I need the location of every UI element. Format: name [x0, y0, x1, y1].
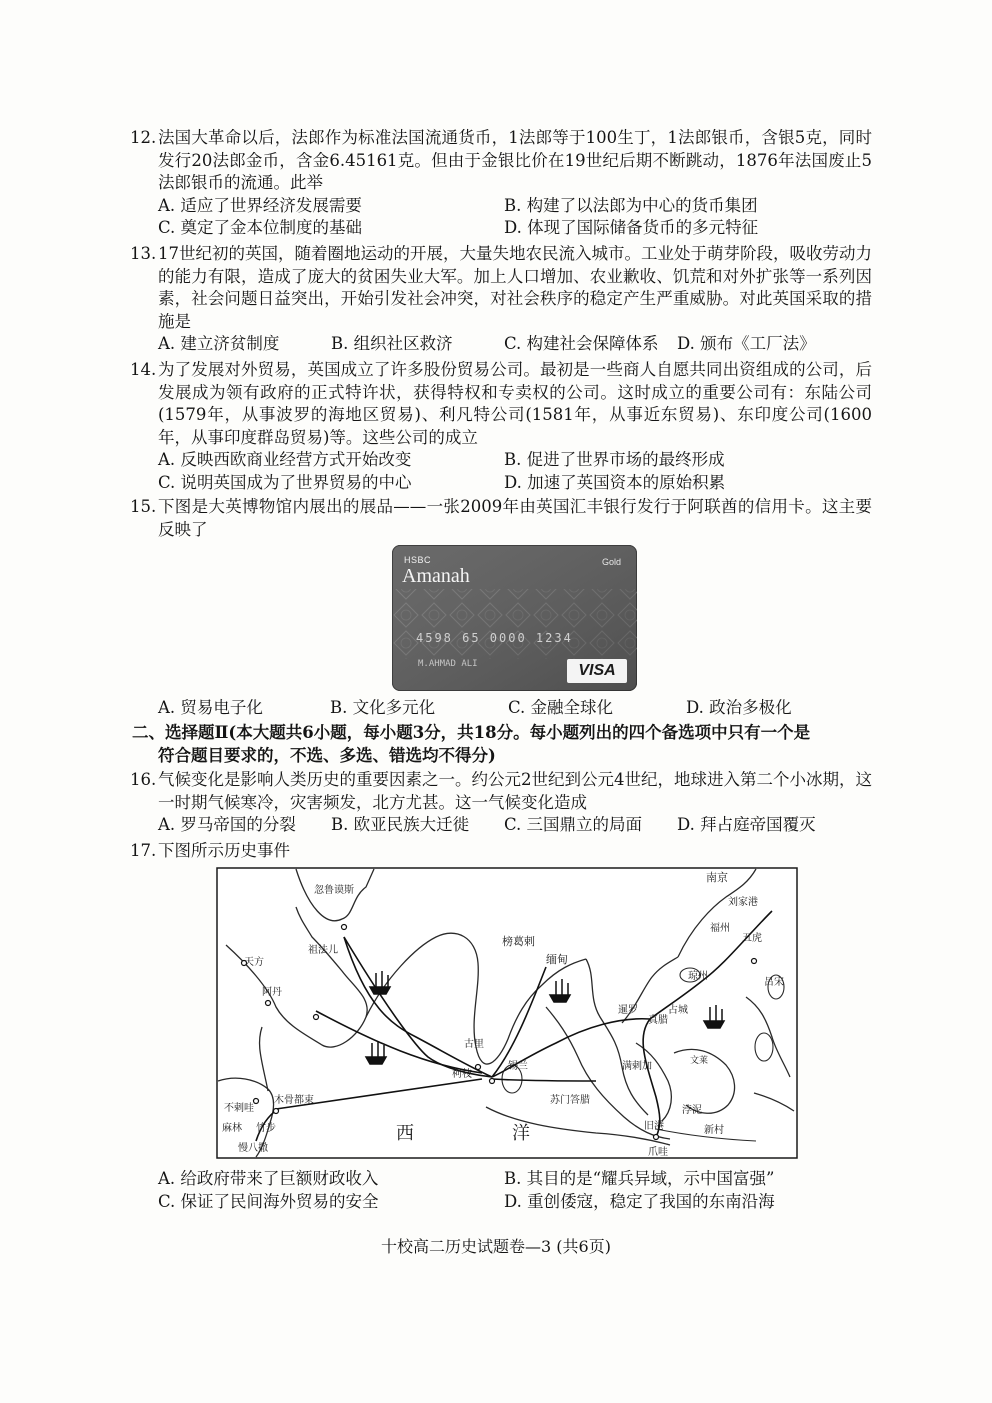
option-b: B. 文化多元化 [330, 698, 436, 717]
label-west: 西 [396, 1123, 414, 1144]
question-stem: 17世纪初的英国，随着圈地运动的开展，大量失地农民流入城市。工业处于萌芽阶段，吸收劳动力的能力有限，造成了庞大的贫困失业大军。加上人口增加、农业歉收、饥荒和对外扩张等一系列因素，社会问题日益突出，开始引发社会冲突，对社会秩序的稳定产生严重威胁。对此英国采取的措施是 [158, 244, 872, 331]
question-15-options [132, 697, 872, 720]
option-c: C. 奠定了金本位制度的基础 [158, 218, 363, 238]
label-hormuz: 忽鲁谟斯 [314, 885, 354, 896]
options [158, 697, 872, 720]
section-2-line-2: 符合题目要求的，不选、多选、错选均不得分) [158, 746, 496, 765]
option-d: D. 拜占庭帝国覆灭 [677, 815, 816, 835]
visa-logo: VISA [567, 659, 627, 683]
option-b: B. 促进了世界市场的最终形成 [504, 450, 725, 470]
question-number: 16. [130, 770, 157, 789]
option-c: C. 构建社会保障体系 [504, 334, 659, 354]
option-d: D. 政治多极化 [686, 698, 792, 717]
label-cochin: 柯枝 [452, 1069, 472, 1080]
label-xincun: 新村 [704, 1125, 724, 1136]
label-mombasa: 慢八撒 [238, 1143, 268, 1154]
credit-card-image [392, 545, 637, 691]
question-15 [132, 496, 872, 541]
card-tier: Gold [601, 557, 621, 567]
option-a: A. 贸易电子化 [158, 698, 263, 717]
label-samudra: 苏门答腊 [550, 1095, 590, 1106]
option-b: B. 其目的是“耀兵异域，示中国富强” [504, 1169, 775, 1188]
option-c: C. 说明英国成为了世界贸易的中心 [158, 472, 412, 492]
section-2-line-1: 二、选择题Ⅱ(本大题共6小题，每小题3分，共18分。每小题列出的四个备选项中只有一个是 [132, 723, 811, 742]
label-wenlai: 文莱 [690, 1056, 709, 1066]
options [158, 333, 872, 356]
question-number: 15. [130, 497, 157, 516]
label-malacca: 满剌加 [622, 1061, 652, 1072]
label-wuhu: 五虎 [742, 933, 762, 944]
label-nanjing: 南京 [706, 871, 728, 884]
label-mogadishu: 木骨都束 [274, 1095, 314, 1106]
hsbc-logo: HSBC [404, 555, 432, 565]
option-a: A. 建立济贫制度 [158, 334, 280, 354]
label-tianfang: 天方 [244, 957, 264, 968]
options [158, 449, 872, 494]
options [158, 814, 872, 837]
option-a: A. 罗马帝国的分裂 [158, 815, 296, 835]
label-siam: 暹罗 [618, 1005, 638, 1016]
label-palembang: 旧港 [644, 1121, 664, 1132]
label-ocean: 洋 [512, 1123, 530, 1144]
question-16 [132, 769, 872, 837]
question-13 [132, 243, 872, 356]
option-d: D. 重创倭寇，稳定了我国的东南沿海 [504, 1191, 775, 1211]
question-17 [132, 840, 872, 863]
label-liujiagang: 刘家港 [728, 897, 758, 908]
label-calicut: 古里 [464, 1039, 484, 1050]
question-number: 17. [130, 841, 157, 860]
question-number: 12. [130, 128, 157, 147]
label-malin: 麻林 [222, 1123, 242, 1134]
option-c: C. 三国鼎立的局面 [504, 815, 643, 835]
option-d: D. 体现了国际储备货币的多元特征 [504, 218, 759, 238]
question-14 [132, 359, 872, 495]
question-number: 14. [130, 360, 157, 379]
question-stem: 下图所示历史事件 [158, 841, 290, 860]
label-fuzhou: 福州 [710, 923, 730, 934]
label-java: 爪哇 [648, 1147, 668, 1158]
options [158, 195, 872, 240]
option-d: D. 加速了英国资本的原始积累 [504, 472, 726, 492]
option-b: B. 组织社区救济 [331, 334, 453, 354]
question-stem: 气候变化是影响人类历史的重要因素之一。约公元2世纪到公元4世纪，地球进入第二个小冰期，这一时期气候寒冷，灾害频发，北方尤甚。这一气候变化造成 [158, 770, 872, 812]
zheng-he-voyage-map [216, 867, 798, 1159]
label-champa: 占城 [668, 1005, 688, 1016]
question-17-options [132, 1168, 872, 1213]
label-zhenla-1: 真腊 [648, 1015, 668, 1026]
label-bengal: 榜葛剌 [502, 935, 535, 948]
label-aden: 阿丹 [262, 987, 282, 998]
option-b: B. 构建了以法郎为中心的货币集团 [504, 195, 758, 215]
option-c: C. 金融全球化 [508, 698, 614, 717]
option-b: B. 欧亚民族大迁徙 [331, 815, 470, 835]
card-product-name: Amanah [402, 565, 470, 587]
card-holder: M.AHMAD ALI [418, 659, 478, 669]
option-a: A. 适应了世界经济发展需要 [158, 195, 362, 215]
label-juba: 竹步 [256, 1123, 276, 1134]
option-a: A. 反映西欧商业经营方式开始改变 [158, 450, 412, 470]
label-boni: 浡泥 [682, 1105, 702, 1116]
question-number: 13. [130, 244, 157, 263]
label-zufar: 祖法儿 [308, 945, 338, 956]
question-stem: 法国大革命以后，法郎作为标准法国流通货币，1法郎等于100生丁，1法郎银币，含银5克，同时发行20法郎金币，含金6.45161克。但由于金银比价在19世纪后期不断跳动，1876年法国废止5法郎银币的流通。此举 [158, 128, 872, 193]
options [158, 1168, 872, 1213]
option-a: A. 给政府带来了巨额财政收入 [158, 1169, 379, 1188]
card-number: 4598 65 0000 1234 [416, 631, 573, 645]
label-burma: 缅甸 [546, 953, 568, 966]
label-ceylon: 锡兰 [508, 1061, 528, 1072]
page-footer: 十校高二历史试题卷—3 (共6页) [381, 1237, 611, 1256]
option-d: D. 颁布《工厂法》 [677, 334, 816, 354]
question-stem: 为了发展对外贸易，英国成立了许多股份贸易公司。最初是一些商人自愿共同出资组成的公司，后发展成为领有政府的正式特许状，获得特权和专卖权的公司。这时成立的重要公司有：东陆公司(1579年，从事波罗的海地区贸易)、利凡特公司(1581年，从事近东贸易)、东印度公司(1600年，从事印度群岛贸易)等。这些公司的成立 [158, 360, 872, 447]
label-qiongzhou: 琼州 [688, 971, 708, 982]
question-12 [132, 127, 872, 240]
label-lusong: 吕宋 [764, 977, 784, 988]
section-2-header [132, 721, 876, 767]
label-brava: 不剌哇 [224, 1103, 254, 1114]
question-stem: 下图是大英博物馆内展出的展品——一张2009年由英国汇丰银行发行于阿联酋的信用卡。这主要反映了 [158, 497, 872, 539]
option-c: C. 保证了民间海外贸易的安全 [158, 1191, 379, 1211]
